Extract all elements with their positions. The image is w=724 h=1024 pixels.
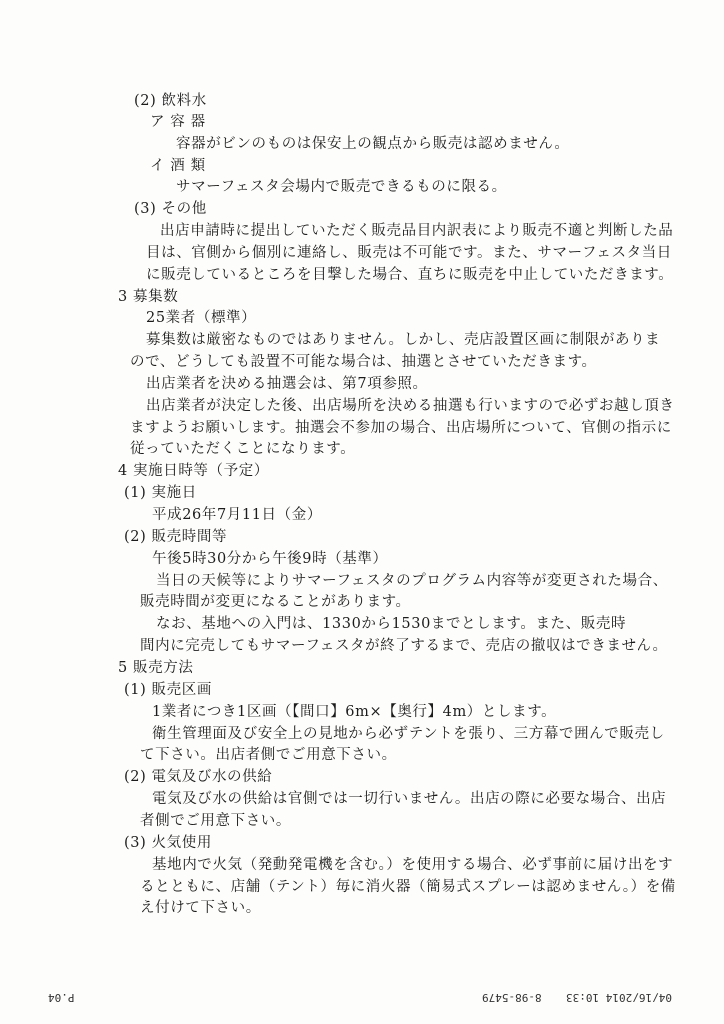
- fax-datetime: 04/16/2014 10:33: [566, 991, 672, 1004]
- text-line: 25業者（標準）: [146, 310, 257, 326]
- text-line: 1業者につき1区画（【間口】6m×【奥行】4m）とします。: [152, 704, 557, 720]
- text-line: 容器がビンのものは保安上の観点から販売は認めません。: [176, 136, 570, 152]
- text-line: ので、どうしても設置不可能な場合は、抽選とさせていただきます。: [130, 354, 597, 370]
- heading-other: (3) その他: [134, 201, 207, 217]
- text-line: 募集数は厳密なものではありません。しかし、売店設置区画に制限がありま: [146, 332, 661, 348]
- subsection-heading: (2) 電気及び水の供給: [124, 769, 273, 785]
- text-line: 平成26年7月11日（金）: [152, 507, 322, 523]
- text-line: 者側でご用意下さい。: [140, 813, 291, 829]
- section-heading: 3 募集数: [118, 289, 179, 305]
- section-heading: 5 販売方法: [118, 660, 194, 676]
- text-line: 当日の天候等によりサマーフェスタのプログラム内容等が変更された場合、: [156, 573, 668, 589]
- text-line: 出店業者が決定した後、出店場所を決める抽選も行いますので必ずお越し頂き: [146, 398, 675, 414]
- subheading-alcohol: イ 酒 類: [150, 158, 206, 174]
- text-line: 出店業者を決める抽選会は、第7項参照。: [146, 376, 428, 392]
- text-line: 午後5時30分から午後9時（基準）: [152, 551, 388, 567]
- fax-page-number: P.04: [48, 991, 75, 1004]
- section-heading: 4 実施日時等（予定）: [118, 463, 269, 479]
- text-line: 出店申請時に提出していただく販売品目内訳表により販売不適と判断した品: [160, 223, 674, 239]
- text-line: 従っていただくことになります。: [130, 441, 356, 457]
- text-line: 間内に完売してもサマーフェスタが終了するまで、売店の撤収はできません。: [140, 638, 668, 654]
- text-line: え付けて下さい。: [140, 900, 261, 916]
- subsection-heading: (1) 販売区画: [124, 682, 212, 698]
- text-line: ますようお願いします。抽選会不参加の場合、出店場所について、官側の指示に: [130, 420, 672, 436]
- text-line: て下さい。出店者側でご用意下さい。: [140, 747, 397, 763]
- subheading-containers: ア 容 器: [150, 114, 206, 130]
- fax-number: 8-98-5479: [482, 991, 542, 1004]
- text-line: 衛生管理面及び安全上の見地から必ずテントを張り、三方幕で囲んで販売し: [152, 726, 665, 742]
- text-line: 基地内で火気（発動発電機を含む。）を使用する場合、必ず事前に届け出をす: [152, 857, 674, 873]
- text-line: に販売しているところを目撃した場合、直ちに販売を中止していただきます。: [146, 267, 674, 283]
- heading-drinks: (2) 飲料水: [134, 93, 207, 109]
- text-line: 目は、官側から個別に連絡し、販売は不可能です。また、サマーフェスタ当日: [146, 245, 672, 261]
- text-line: 電気及び水の供給は官側では一切行いません。出店の際に必要な場合、出店: [152, 791, 667, 807]
- fax-header-strip: [0, 990, 724, 1010]
- text-line: なお、基地への入門は、1330から1530までとします。また、販売時: [156, 616, 627, 632]
- text-line: 販売時間が変更になることがあります。: [140, 594, 411, 610]
- text-line: サマーフェスタ会場内で販売できるものに限る。: [176, 179, 507, 195]
- subsection-heading: (3) 火気使用: [124, 835, 212, 851]
- subsection-heading: (2) 販売時間等: [124, 529, 228, 545]
- text-line: るとともに、店舗（テント）毎に消火器（簡易式スプレーは認めません。）を備: [140, 879, 676, 895]
- subsection-heading: (1) 実施日: [124, 485, 197, 501]
